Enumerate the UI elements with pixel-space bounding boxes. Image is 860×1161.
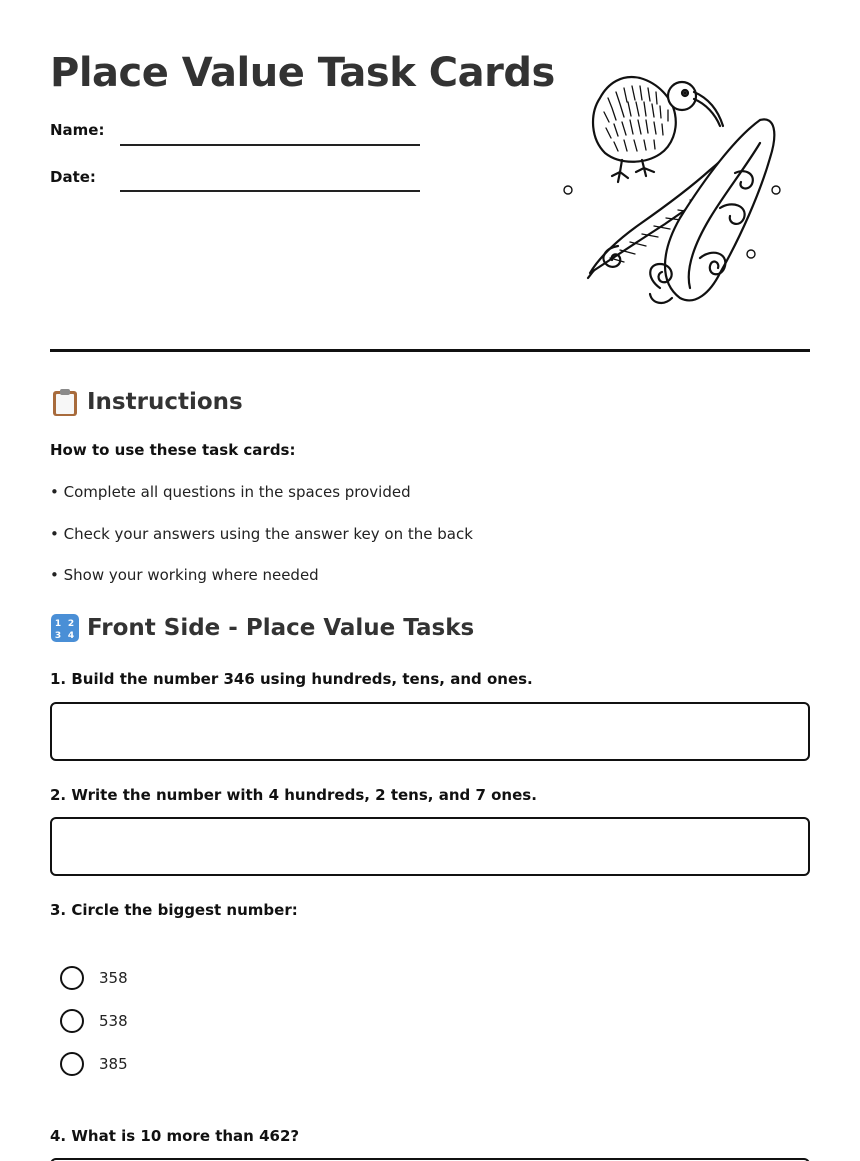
name-field[interactable] [120, 144, 420, 146]
clipboard-icon [50, 387, 80, 417]
instruction-bullet: • Show your working where needed [50, 566, 319, 584]
tasks-heading [50, 613, 474, 643]
radio-button[interactable] [60, 1052, 84, 1076]
svg-text:1: 1 [54, 619, 62, 629]
question-1: 1. Build the number 346 using hundreds, tens, and ones. [50, 670, 533, 688]
radio-button[interactable] [60, 966, 84, 990]
question-2: 2. Write the number with 4 hundreds, 2 tens, and 7 ones. [50, 786, 537, 804]
date-field[interactable] [120, 190, 420, 192]
svg-text:2: 2 [67, 619, 75, 629]
kiwi-bird-fern-icon [560, 68, 790, 313]
option-label: 538 [99, 1012, 128, 1030]
option-label: 358 [99, 969, 128, 987]
instruction-bullet: • Complete all questions in the spaces provided [50, 483, 411, 501]
instruction-bullet: • Check your answers using the answer key on the back [50, 525, 473, 543]
svg-text:3: 3 [54, 631, 62, 641]
option-385[interactable] [60, 1052, 128, 1076]
radio-button[interactable] [60, 1009, 84, 1033]
option-538[interactable] [60, 1009, 128, 1033]
question-3: 3. Circle the biggest number: [50, 901, 298, 919]
svg-text:4: 4 [67, 631, 75, 641]
answer-box-2[interactable] [50, 817, 810, 876]
name-label: Name: [50, 121, 105, 139]
instructions-subheading: How to use these task cards: [50, 441, 296, 459]
date-label: Date: [50, 168, 96, 186]
instructions-title: Instructions [87, 389, 243, 415]
numbers-icon [50, 613, 80, 643]
option-label: 385 [99, 1055, 128, 1073]
header-divider [50, 349, 810, 352]
answer-box-1[interactable] [50, 702, 810, 761]
tasks-title: Front Side - Place Value Tasks [87, 615, 475, 641]
question-4: 4. What is 10 more than 462? [50, 1127, 300, 1145]
page-title: Place Value Task Cards [50, 50, 555, 96]
instructions-heading [50, 387, 243, 417]
option-358[interactable] [60, 966, 128, 990]
